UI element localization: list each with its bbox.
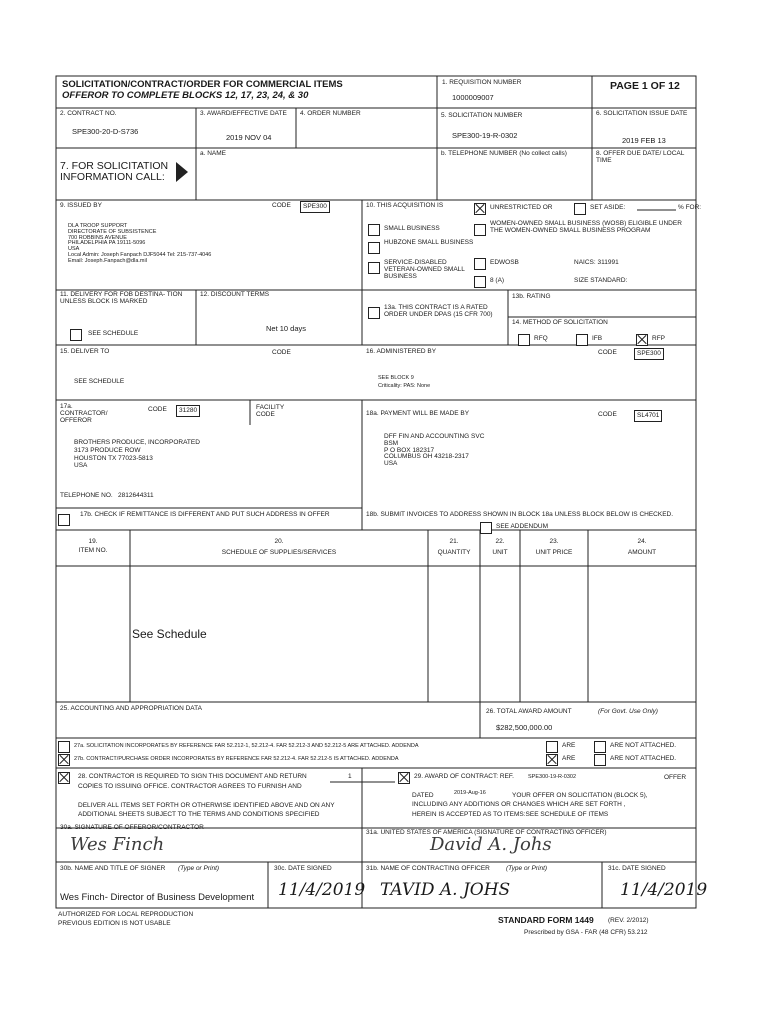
officer-name-label: 31b. NAME OF CONTRACTING OFFICER <box>366 865 490 872</box>
offer-due-label: 8. OFFER DUE DATE/ LOCAL TIME <box>596 150 685 164</box>
col19-num: 19. <box>88 538 98 545</box>
issued-line: DIRECTORATE OF SUBSISTENCE <box>68 228 157 235</box>
wosb-checkbox[interactable] <box>474 224 486 236</box>
deliver-see-schedule: SEE SCHEDULE <box>74 378 125 385</box>
footer-prescribed: Prescribed by GSA - FAR (48 CFR) 53.212 <box>524 929 648 936</box>
issued-line: 700 ROBBINS AVENUE <box>68 234 127 241</box>
clause-29-offer: OFFER <box>664 774 687 781</box>
payment-address <box>384 434 484 468</box>
issue-date-value: 2019 FEB 13 <box>622 136 666 145</box>
addendum-label: SEE ADDENDUM <box>496 523 549 530</box>
discount-terms-value: Net 10 days <box>266 324 307 333</box>
page-number: PAGE 1 OF 12 <box>610 80 680 92</box>
payment-line: P O BOX 182317 <box>384 446 435 454</box>
rated-order-label: 13a. THIS CONTRACT IS A RATED ORDER UNDER DPAS (15 CFR 700) <box>384 304 493 318</box>
admin-criticality: Criticality: PAS: None <box>378 383 431 389</box>
footer-authorized: AUTHORIZED FOR LOCAL REPRODUCTION <box>58 911 194 918</box>
accounting-label: 25. ACCOUNTING AND APPROPRIATION DATA <box>60 705 202 712</box>
payment-line: COLUMBUS OH 43218-2317 <box>384 453 469 461</box>
clause-27b-text: 27b. CONTRACT/PURCHASE ORDER INCORPORATES BY REFERENCE FAR 52.212-4. FAR 52.212-5 IS ATTACHED. ADDENDA <box>74 756 399 762</box>
payment-line: BSM <box>384 439 399 447</box>
dated-value: 2019-Aug-16 <box>454 790 486 796</box>
telephone-no-value: 2812644311 <box>118 492 154 499</box>
payment-line: DFF FIN AND ACCOUNTING SVC <box>384 433 485 440</box>
rfq-label: RFQ <box>534 335 548 342</box>
contractor-code-value: 31280 <box>176 405 200 417</box>
hubzone-label: HUBZONE SMALL BUSINESS <box>384 239 474 246</box>
27b-are-checkbox[interactable] <box>546 754 558 766</box>
clause-27b-checkbox[interactable] <box>58 754 70 766</box>
set-aside-checkbox[interactable] <box>574 203 586 215</box>
clause-27a-text: 27a. SOLICITATION INCORPORATES BY REFERENCE FAR 52.212-1, 52.212-4. FAR 52.212-3 AND 52.212-5 ARE ATTACHED. ADDENDA <box>74 743 419 749</box>
wosb-label: WOMEN-OWNED SMALL BUSINESS (WOSB) ELIGIBLE UNDER THE WOMEN-OWNED SMALL BUSINESS PROGRAM <box>490 220 682 234</box>
small-business-label: SMALL BUSINESS <box>384 225 440 232</box>
total-award-note: (For Govt. Use Only) <box>598 708 658 715</box>
sdvosb-checkbox[interactable] <box>368 262 380 274</box>
telephone-label: b. TELEPHONE NUMBER (No collect calls) <box>441 150 567 157</box>
fob-schedule-checkbox[interactable] <box>70 329 82 341</box>
signature-30a-label: 30a. SIGNATURE OF OFFEROR/CONTRACTOR <box>60 824 204 831</box>
clause-28-text: 28. CONTRACTOR IS REQUIRED TO SIGN THIS DOCUMENT AND RETURN <box>78 773 307 780</box>
deliver-code-label: CODE <box>272 349 291 356</box>
officer-name-value: TAVID A. JOHS <box>380 880 511 900</box>
issued-by-address <box>68 224 211 264</box>
payment-label: 18a. PAYMENT WILL BE MADE BY <box>366 410 470 417</box>
contractor-code-label: CODE <box>148 406 167 413</box>
footer-form-name: STANDARD FORM 1449 <box>498 915 594 925</box>
signer-name-value: Wes Finch- Director of Business Development <box>60 892 255 903</box>
eight-a-checkbox[interactable] <box>474 276 486 288</box>
naics-label: NAICS: 311991 <box>574 259 619 266</box>
issued-line: Local Admin: Joseph Fanpach DJF5044 Tel: 215-737-4046 <box>68 251 212 258</box>
contractor-line: BROTHERS PRODUCE, INCORPORATED <box>74 439 200 446</box>
ifb-checkbox[interactable] <box>576 334 588 346</box>
contract-no-value: SPE300-20-D-S736 <box>72 127 139 136</box>
contractor-address <box>74 440 200 470</box>
col24-num: 24. <box>637 538 647 545</box>
percent-for-label: % FOR: <box>678 204 702 211</box>
form-title: SOLICITATION/CONTRACT/ORDER FOR COMMERCIAL ITEMS <box>62 79 343 90</box>
award-date-label: 3. AWARD/EFFECTIVE DATE <box>200 110 287 117</box>
unrestricted-label: UNRESTRICTED OR <box>490 204 553 211</box>
deliver-to-label: 15. DELIVER TO <box>60 348 110 355</box>
ifb-label: IFB <box>592 335 603 342</box>
requisition-value: 1000009007 <box>452 93 494 102</box>
signature-31a-label: 31a. UNITED STATES OF AMERICA (SIGNATURE OF CONTRACTING OFFICER) <box>366 829 607 836</box>
col21-header: QUANTITY <box>437 549 471 556</box>
clause-29-ref: SPE300-19-R-0302 <box>528 774 577 780</box>
signer-name-note: (Type or Print) <box>178 865 220 872</box>
col23-num: 23. <box>549 538 559 545</box>
col20-header: SCHEDULE OF SUPPLIES/SERVICES <box>221 549 337 556</box>
clause-28-copies: 1 <box>348 773 352 780</box>
officer-date-label: 31c. DATE SIGNED <box>608 865 666 872</box>
col24-header: AMOUNT <box>627 549 657 556</box>
contractor-line: USA <box>74 462 88 470</box>
contract-no-label: 2. CONTRACT NO. <box>60 110 117 117</box>
signer-date-value: 11/4/2019 <box>278 880 366 900</box>
rfp-checkbox[interactable] <box>636 334 648 346</box>
admin-value: SEE BLOCK 9 <box>378 375 414 381</box>
contractor-line: 3173 PRODUCE ROW <box>74 446 141 454</box>
27a-are-label: ARE <box>562 742 576 749</box>
submit-invoices-label: 18b. SUBMIT INVOICES TO ADDRESS SHOWN IN BLOCK 18a UNLESS BLOCK BELOW IS CHECKED. <box>366 511 674 518</box>
payment-code-label: CODE <box>598 411 617 418</box>
solicitation-number-label: 5. SOLICITATION NUMBER <box>441 112 523 119</box>
award-checkbox[interactable] <box>398 772 410 784</box>
clause-29-text-d: HEREIN IS ACCEPTED AS TO ITEMS:SEE SCHEDULE OF ITEMS <box>412 811 609 818</box>
schedule-body: See Schedule <box>132 627 207 641</box>
admin-code-value: SPE300 <box>634 348 664 360</box>
signer-name-label: 30b. NAME AND TITLE OF SIGNER <box>60 865 166 872</box>
officer-name-note: (Type or Print) <box>506 865 548 872</box>
payment-code-value: SL4701 <box>634 410 662 422</box>
requisition-label: 1. REQUISITION NUMBER <box>442 79 522 86</box>
order-number-label: 4. ORDER NUMBER <box>300 110 361 117</box>
administered-by-label: 16. ADMINISTERED BY <box>366 348 437 355</box>
payment-line: USA <box>384 460 398 468</box>
officer-date-value: 11/4/2019 <box>620 880 708 900</box>
edwosb-checkbox[interactable] <box>474 258 486 270</box>
dated-label: DATED <box>412 792 434 799</box>
clause-28-text-c: DELIVER ALL ITEMS SET FORTH OR OTHERWISE IDENTIFIED ABOVE AND ON ANY <box>78 802 335 809</box>
footer-previous: PREVIOUS EDITION IS NOT USABLE <box>58 920 171 927</box>
unrestricted-checkbox[interactable] <box>474 203 486 215</box>
edwosb-label: EDWOSB <box>490 259 519 266</box>
officer-signature: David A. Johs <box>430 834 552 855</box>
issued-code-value: SPE300 <box>300 201 330 213</box>
eight-a-label: 8 (A) <box>490 277 505 284</box>
solicitation-number-value: SPE300-19-R-0302 <box>452 131 518 140</box>
set-aside-label: SET ASIDE: <box>590 204 626 211</box>
remit-different-checkbox[interactable] <box>58 514 70 526</box>
27b-are-label: ARE <box>562 755 576 762</box>
clause-29-text-c: INCLUDING ANY ADDITIONS OR CHANGES WHICH ARE SET FORTH , <box>412 801 626 808</box>
issued-line: PHILADELPHIA PA 19111-5096 <box>68 240 146 247</box>
27b-are-not-checkbox[interactable] <box>594 754 606 766</box>
admin-code-label: CODE <box>598 349 617 356</box>
rfp-label: RFP <box>652 335 665 342</box>
telephone-no-label: TELEPHONE NO. <box>60 492 113 499</box>
col20-num: 20. <box>274 538 284 545</box>
col21-num: 21. <box>449 538 459 545</box>
clause-27a-checkbox[interactable] <box>58 741 70 753</box>
issue-date-label: 6. SOLICITATION ISSUE DATE <box>596 110 688 117</box>
name-label: a. NAME <box>200 150 227 157</box>
col23-header: UNIT PRICE <box>535 549 573 556</box>
clause-28-text-d: ADDITIONAL SHEETS SUBJECT TO THE TERMS AND CONDITIONS SPECIFIED <box>78 811 320 818</box>
col19-header: ITEM NO. <box>78 547 108 554</box>
issued-line: USA <box>68 246 80 253</box>
offeror-instruction: OFFEROR TO COMPLETE BLOCKS 12, 17, 23, 24, & 30 <box>62 90 309 101</box>
facility-code-label: FACILITY CODE <box>256 404 285 418</box>
small-business-checkbox[interactable] <box>368 224 380 236</box>
remit-label: 17b. CHECK IF REMITTANCE IS DIFFERENT AND PUT SUCH ADDRESS IN OFFER <box>80 511 330 518</box>
method-label: 14. METHOD OF SOLICITATION <box>512 319 608 326</box>
discount-terms-label: 12. DISCOUNT TERMS <box>200 291 270 298</box>
contractor-line: HOUSTON TX 77023-5813 <box>74 454 153 462</box>
size-standard-label: SIZE STANDARD: <box>574 277 628 284</box>
issued-line: Email: Joseph.Fanpach@dla.mil <box>68 257 147 264</box>
footer-rev: (REV. 2/2012) <box>608 917 649 924</box>
contractor-sign-checkbox[interactable] <box>58 772 70 784</box>
col22-header: UNIT <box>492 549 508 556</box>
issued-line: DLA TROOP SUPPORT <box>68 223 128 229</box>
clause-29-text-b: YOUR OFFER ON SOLICITATION (BLOCK 5), <box>512 792 648 799</box>
hubzone-checkbox[interactable] <box>368 242 380 254</box>
27b-are-not-label: ARE NOT ATTACHED. <box>610 755 677 762</box>
rfq-checkbox[interactable] <box>518 334 530 346</box>
addendum-checkbox[interactable] <box>480 522 492 534</box>
delivery-fob-label: 11. DELIVERY FOR FOB DESTINA- TION UNLESS BLOCK IS MARKED <box>60 291 183 305</box>
clause-29-text: 29. AWARD OF CONTRACT: REF. <box>414 773 514 780</box>
issued-by-label: 9. ISSUED BY <box>60 202 102 209</box>
acquisition-label: 10. THIS ACQUISITION IS <box>366 202 444 209</box>
total-award-label: 26. TOTAL AWARD AMOUNT <box>486 708 572 715</box>
contractor-signature: Wes Finch <box>70 834 165 855</box>
sdvosb-label: SERVICE-DISABLED VETERAN-OWNED SMALL BUSINESS <box>384 259 465 280</box>
total-award-value: $282,500,000.00 <box>496 723 553 732</box>
issued-code-label: CODE <box>272 202 291 209</box>
fob-see-schedule: SEE SCHEDULE <box>88 330 139 337</box>
27a-are-checkbox[interactable] <box>546 741 558 753</box>
rating-label: 13b. RATING <box>512 293 551 300</box>
27a-are-not-label: ARE NOT ATTACHED. <box>610 742 677 749</box>
contractor-label: 17a. CONTRACTOR/ OFFEROR <box>60 403 108 424</box>
clause-28-text-b: COPIES TO ISSUING OFFICE. CONTRACTOR AGREES TO FURNISH AND <box>78 783 302 790</box>
rated-order-checkbox[interactable] <box>368 307 380 319</box>
signer-date-label: 30c. DATE SIGNED <box>274 865 332 872</box>
27a-are-not-checkbox[interactable] <box>594 741 606 753</box>
award-date-value: 2019 NOV 04 <box>226 133 272 142</box>
solicitation-info-label: 7. FOR SOLICITATION INFORMATION CALL: <box>60 160 169 184</box>
col22-num: 22. <box>495 538 505 545</box>
